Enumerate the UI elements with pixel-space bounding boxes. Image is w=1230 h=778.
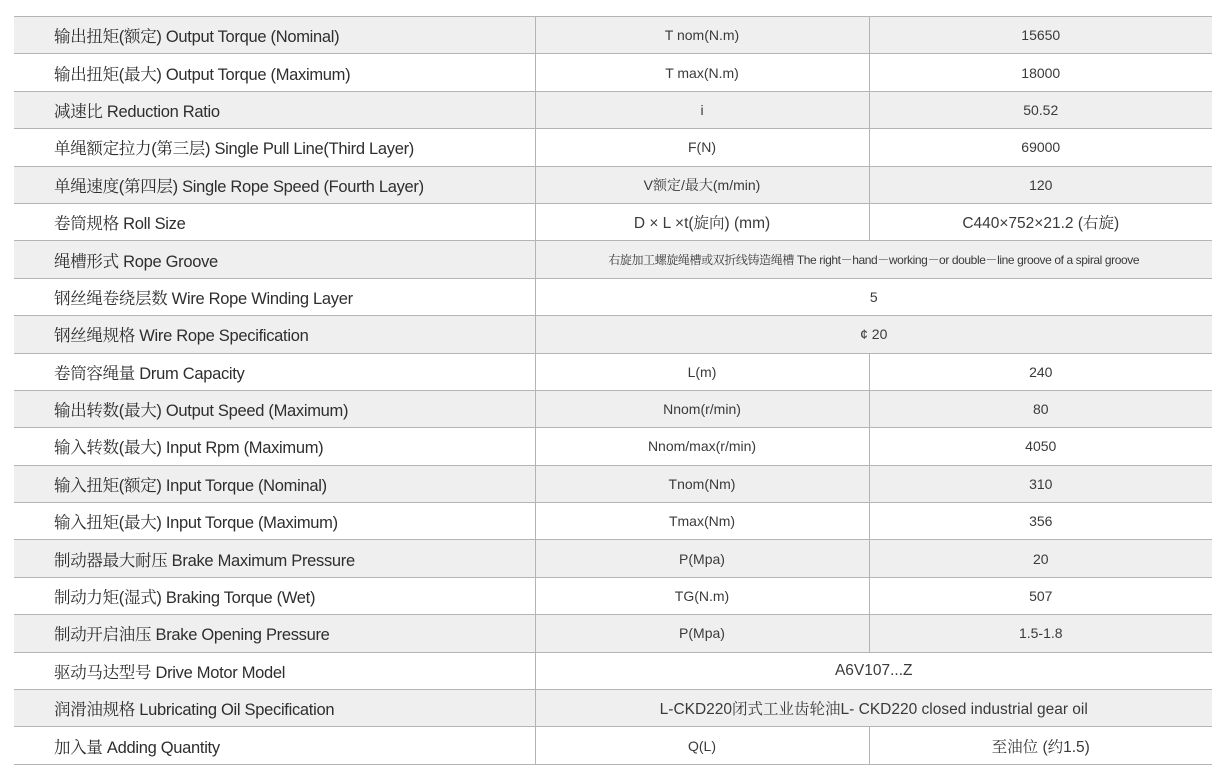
symbol-cell: D × L ×t(旋向) (mm): [535, 203, 869, 240]
param-output-torque-maximum: 输出扭矩(最大) Output Torque (Maximum): [14, 54, 535, 91]
param-roll-size: 卷筒规格 Roll Size: [14, 203, 535, 240]
value-cell: 20: [869, 540, 1212, 577]
value-cell: 1.5-1.8: [869, 615, 1212, 652]
symbol-cell: F(N): [535, 129, 869, 166]
merged-value-cell: 5: [535, 278, 1212, 315]
merged-value-cell: ¢ 20: [535, 316, 1212, 353]
value-cell: 240: [869, 353, 1212, 390]
value-cell: 4050: [869, 428, 1212, 465]
symbol-cell: V额定/最大(m/min): [535, 166, 869, 203]
value-cell: 310: [869, 465, 1212, 502]
table-row: [14, 278, 1212, 315]
value-cell: 120: [869, 166, 1212, 203]
table-row: [14, 390, 1212, 427]
symbol-cell: T nom(N.m): [535, 17, 869, 54]
param-lubricating-oil-specification: 润滑油规格 Lubricating Oil Specification: [14, 690, 535, 727]
param-single-pull-line: 单绳额定拉力(第三层) Single Pull Line(Third Layer): [14, 129, 535, 166]
value-cell: 356: [869, 503, 1212, 540]
param-brake-maximum-pressure: 制动器最大耐压 Brake Maximum Pressure: [14, 540, 535, 577]
table-row: [14, 91, 1212, 128]
param-reduction-ratio: 减速比 Reduction Ratio: [14, 91, 535, 128]
param-brake-opening-pressure: 制动开启油压 Brake Opening Pressure: [14, 615, 535, 652]
param-wire-rope-winding-layer: 钢丝绳卷绕层数 Wire Rope Winding Layer: [14, 278, 535, 315]
table-row: [14, 540, 1212, 577]
table-row: [14, 727, 1212, 764]
symbol-cell: P(Mpa): [535, 615, 869, 652]
symbol-cell: Q(L): [535, 727, 869, 764]
param-braking-torque-wet: 制动力矩(湿式) Braking Torque (Wet): [14, 577, 535, 614]
param-input-rpm-maximum: 输入转数(最大) Input Rpm (Maximum): [14, 428, 535, 465]
table-row: [14, 203, 1212, 240]
symbol-cell: Tnom(Nm): [535, 465, 869, 502]
param-single-rope-speed: 单绳速度(第四层) Single Rope Speed (Fourth Layer): [14, 166, 535, 203]
spec-table: [14, 16, 1212, 765]
table-row: [14, 353, 1212, 390]
value-cell: 80: [869, 390, 1212, 427]
table-row: [14, 166, 1212, 203]
param-input-torque-maximum: 输入扭矩(最大) Input Torque (Maximum): [14, 503, 535, 540]
value-cell: 50.52: [869, 91, 1212, 128]
table-row: [14, 241, 1212, 278]
symbol-cell: Tmax(Nm): [535, 503, 869, 540]
param-output-torque-nominal: 输出扭矩(额定) Output Torque (Nominal): [14, 17, 535, 54]
param-adding-quantity: 加入量 Adding Quantity: [14, 727, 535, 764]
param-output-speed-maximum: 输出转数(最大) Output Speed (Maximum): [14, 390, 535, 427]
merged-value-cell: 右旋加工螺旋绳槽或双折线铸造绳槽 The right－hand－working－or double－line groove of a spiral groove: [535, 241, 1212, 278]
symbol-cell: L(m): [535, 353, 869, 390]
param-rope-groove: 绳槽形式 Rope Groove: [14, 241, 535, 278]
symbol-cell: P(Mpa): [535, 540, 869, 577]
param-input-torque-nominal: 输入扭矩(额定) Input Torque (Nominal): [14, 465, 535, 502]
param-wire-rope-specification: 钢丝绳规格 Wire Rope Specification: [14, 316, 535, 353]
table-row: [14, 503, 1212, 540]
value-cell: 18000: [869, 54, 1212, 91]
table-row: [14, 17, 1212, 54]
table-row: [14, 465, 1212, 502]
param-drive-motor-model: 驱动马达型号 Drive Motor Model: [14, 652, 535, 689]
value-cell: 15650: [869, 17, 1212, 54]
symbol-cell: Nnom/max(r/min): [535, 428, 869, 465]
merged-value-cell: L-CKD220闭式工业齿轮油L- CKD220 closed industrial gear oil: [535, 690, 1212, 727]
merged-value-cell: A6V107...Z: [535, 652, 1212, 689]
symbol-cell: Nnom(r/min): [535, 390, 869, 427]
table-row: [14, 615, 1212, 652]
table-row: [14, 129, 1212, 166]
table-row: [14, 54, 1212, 91]
value-cell: 69000: [869, 129, 1212, 166]
table-row: [14, 316, 1212, 353]
value-cell: 507: [869, 577, 1212, 614]
symbol-cell: T max(N.m): [535, 54, 869, 91]
symbol-cell: TG(N.m): [535, 577, 869, 614]
value-cell: C440×752×21.2 (右旋): [869, 203, 1212, 240]
param-drum-capacity: 卷筒容绳量 Drum Capacity: [14, 353, 535, 390]
table-row: [14, 652, 1212, 689]
table-row: [14, 577, 1212, 614]
table-row: [14, 428, 1212, 465]
table-row: [14, 690, 1212, 727]
symbol-cell: i: [535, 91, 869, 128]
value-cell: 至油位 (约1.5): [869, 727, 1212, 764]
